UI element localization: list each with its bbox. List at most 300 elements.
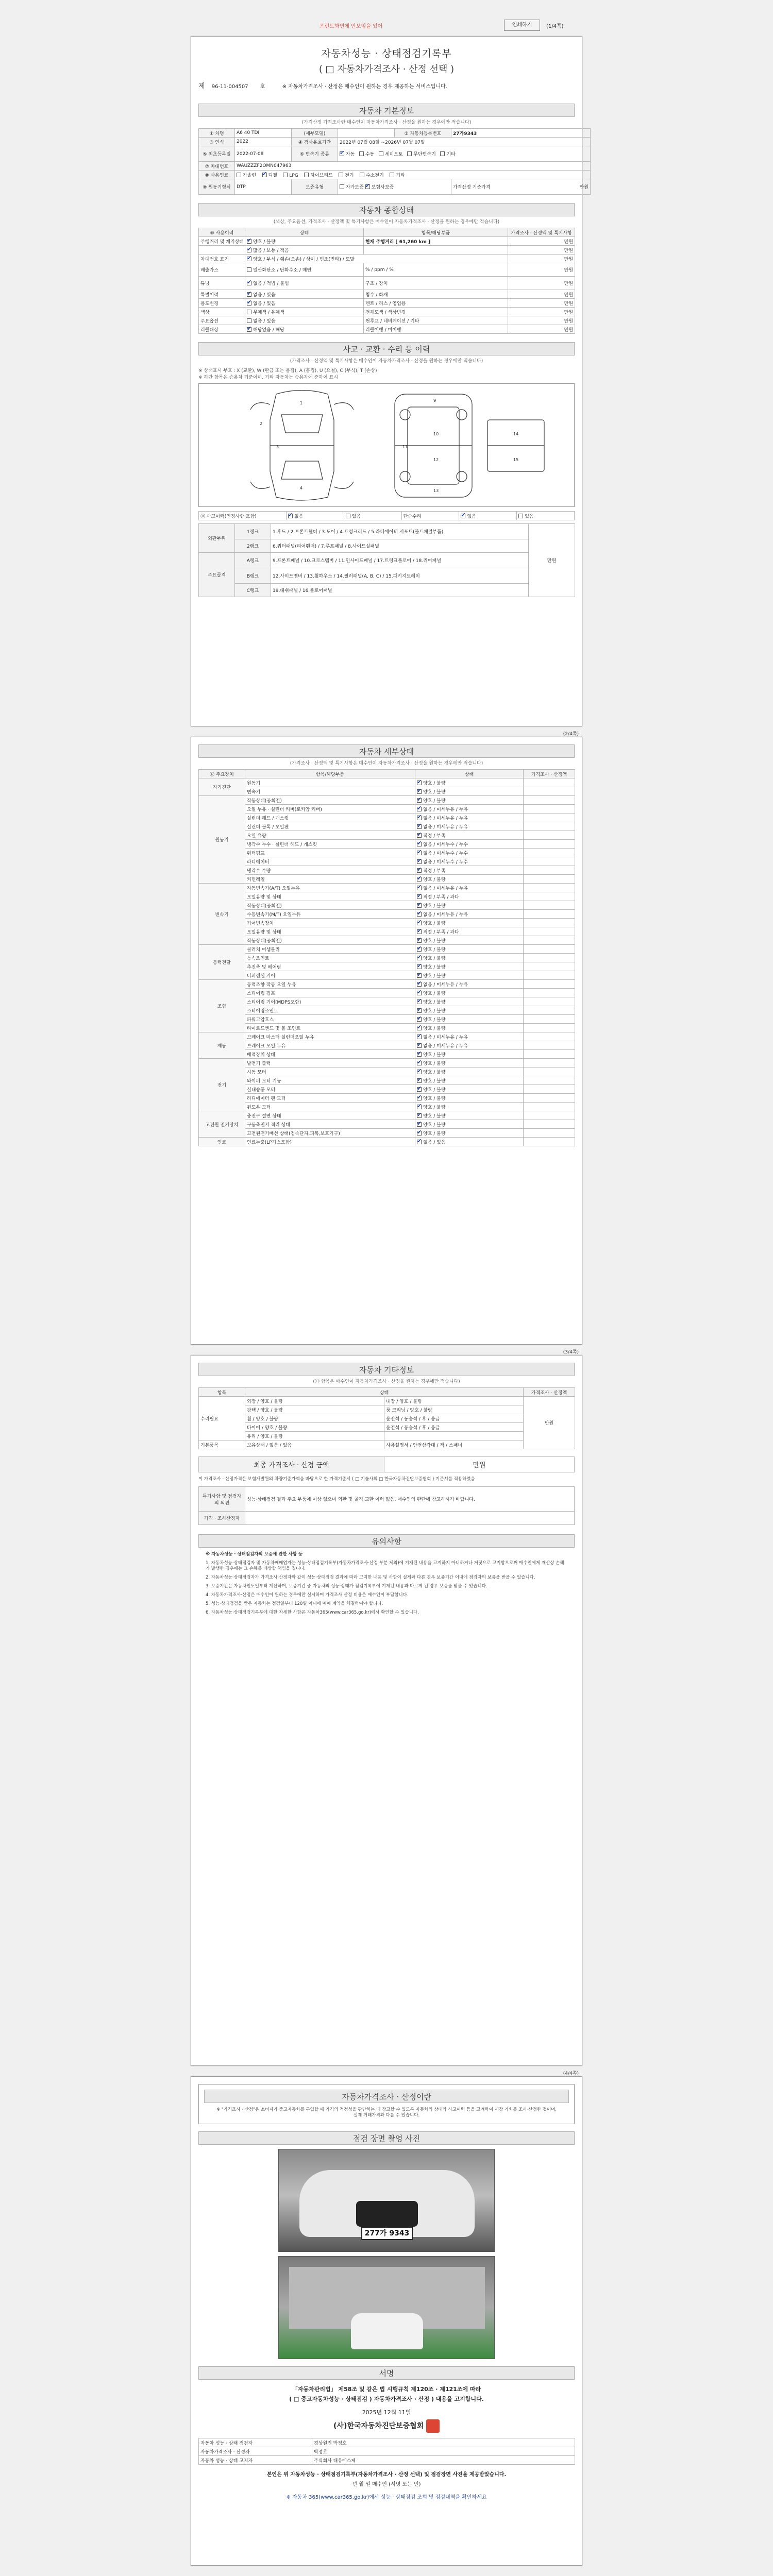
checkbox-fuel-other[interactable] xyxy=(390,173,394,177)
checkbox[interactable] xyxy=(417,1052,422,1057)
table-row xyxy=(199,1414,575,1423)
opt-cvt: 무단변속기 xyxy=(413,152,436,157)
warranty-label: 보증유형 xyxy=(292,179,338,195)
fuel-gasoline: 가솔린 xyxy=(243,173,257,178)
warranty-options xyxy=(338,179,451,195)
page-3 xyxy=(191,1350,582,2066)
detail-price xyxy=(524,1032,575,1041)
table-row xyxy=(199,805,575,814)
detail-part: 등속조인트 xyxy=(245,954,415,962)
svg-text:4: 4 xyxy=(300,486,303,490)
repair-yes xyxy=(517,512,575,520)
detail-state-text: 없음 / 미세누유 / 누유 xyxy=(423,1043,468,1049)
final-price-note: 이 가격조사 · 산정가격은 보험개발원의 차량기준가액을 바탕으로 한 가격기준서 ( □ 기술사회 □ 한국자동차진단보증협회 ) 기준서를 적용하였음 xyxy=(198,1477,475,1482)
detail-state xyxy=(415,919,524,927)
appraisal-info-box xyxy=(198,2084,575,2124)
checkbox[interactable] xyxy=(417,903,422,908)
doc-no-label: 제 xyxy=(198,82,205,90)
table-row xyxy=(199,1076,575,1085)
checkbox-gasoline[interactable] xyxy=(237,173,241,177)
row-cell: 사용설명서 / 안전삼각대 / 잭 / 스패너 xyxy=(384,1440,524,1449)
table-row xyxy=(199,1041,575,1050)
detail-state-text: 양호 / 불량 xyxy=(423,1122,446,1128)
checkbox[interactable] xyxy=(461,514,465,518)
checkbox-diesel[interactable] xyxy=(262,173,267,177)
checkbox[interactable] xyxy=(417,921,422,925)
checkbox[interactable] xyxy=(247,318,251,323)
detail-state xyxy=(415,901,524,910)
rank-parts: 19.대쉬패널 / 16.플로어패널 xyxy=(271,584,529,597)
detail-part: 구동축전지 격리 상태 xyxy=(245,1120,415,1129)
detail-state-text: 양호 / 불량 xyxy=(423,798,446,804)
detail-state xyxy=(415,1006,524,1015)
opt-manual: 수동 xyxy=(365,152,375,157)
checkbox[interactable] xyxy=(417,1008,422,1013)
sign-title: 서명 xyxy=(198,2366,575,2380)
table-row xyxy=(199,787,575,796)
status-part: 침수 / 화재 xyxy=(364,290,508,299)
inspection-value: 2022년 07월 08일 ~2026년 07월 07일 xyxy=(338,138,591,146)
sign-date: 2025년 12월 11일 xyxy=(362,2409,411,2416)
footer-text-3: ※ 자동차 365(www.car365.go.kr)에서 성능 · 상태점검 조회 및 점검내역을 확인하세요 xyxy=(286,2495,487,2500)
checkbox[interactable] xyxy=(417,1087,422,1092)
status-item: 차대번호 표기 xyxy=(199,255,245,263)
checkbox[interactable] xyxy=(417,886,422,890)
fuel-other: 기타 xyxy=(396,173,405,178)
detail-state xyxy=(415,831,524,840)
other-info-table xyxy=(198,1387,575,1449)
car-outline-svg xyxy=(199,384,575,506)
checkbox[interactable] xyxy=(417,1105,422,1109)
page-count: (1/4쪽) xyxy=(546,24,564,29)
fuel-label: ⑧ 사용연료 xyxy=(199,171,235,179)
checkbox[interactable] xyxy=(417,851,422,855)
appraiser-label: 가격 · 조사산정자 xyxy=(199,1512,245,1525)
detail-head-2: 상태 xyxy=(415,770,524,778)
detail-part: 수동변속기(M/T) 오일누유 xyxy=(245,910,415,919)
detail-part: 워터펌프 xyxy=(245,849,415,857)
detail-state xyxy=(415,980,524,989)
detail-state-text: 양호 / 불량 xyxy=(423,781,446,786)
checkbox-hybrid[interactable] xyxy=(304,173,309,177)
table-row xyxy=(199,277,575,290)
row-cell: 휠 / 양호 / 불량 xyxy=(245,1414,384,1423)
main-frame-label: 주요골격 xyxy=(199,553,235,597)
status-state xyxy=(245,290,364,299)
repair-needed-label: 수리필요 xyxy=(199,1397,245,1440)
table-row xyxy=(199,989,575,997)
checkbox[interactable] xyxy=(417,824,422,829)
accident-flags xyxy=(198,511,575,520)
top-toolbar xyxy=(191,19,582,33)
detail-part: 실내송풍 모터 xyxy=(245,1085,415,1094)
rear-photo xyxy=(278,2256,495,2359)
other-price: 만원 xyxy=(524,1397,575,1449)
table-row xyxy=(199,1094,575,1103)
final-price-unit: 만원 xyxy=(384,1457,575,1472)
checkbox[interactable] xyxy=(417,816,422,820)
checkbox[interactable] xyxy=(417,894,422,899)
detail-part: 브레이크 마스터 실린더오일 누유 xyxy=(245,1032,415,1041)
transmission-options xyxy=(338,146,591,162)
year-label: ③ 연식 xyxy=(199,138,235,146)
detail-price xyxy=(524,901,575,910)
signers-table xyxy=(198,2438,575,2465)
detail-state-text: 적정 / 부족 / 과다 xyxy=(423,929,459,935)
checkbox[interactable] xyxy=(417,1113,422,1118)
row-cell: 운전석 / 동승석 / 후 / 응급 xyxy=(384,1423,524,1432)
detail-state-text: 양호 / 불량 xyxy=(423,991,446,996)
detail-state-text: 양호 / 불량 xyxy=(423,1017,446,1023)
detail-state xyxy=(415,1076,524,1085)
table-row xyxy=(199,892,575,901)
table-row xyxy=(199,524,575,539)
status-head-0: ⑩ 사용이력 xyxy=(199,228,245,237)
checkbox[interactable] xyxy=(247,248,251,252)
checkbox[interactable] xyxy=(247,281,251,285)
table-row xyxy=(199,1015,575,1024)
detail-price xyxy=(524,989,575,997)
table-row xyxy=(199,962,575,971)
checkbox-semi[interactable] xyxy=(379,151,383,156)
detail-state xyxy=(415,1067,524,1076)
checkbox[interactable] xyxy=(417,1131,422,1136)
table-row xyxy=(199,927,575,936)
detail-state-text: 양호 / 불량 xyxy=(423,921,446,926)
detail-state-text: 없음 / 미세누유 / 누유 xyxy=(423,807,468,812)
accident-none-text: 없음 xyxy=(294,514,304,519)
detail-price xyxy=(524,1129,575,1138)
table-row xyxy=(199,1059,575,1067)
checkbox[interactable] xyxy=(417,1096,422,1100)
detail-price xyxy=(524,997,575,1006)
basic-items-label: 기본품목 xyxy=(199,1440,245,1449)
checkbox[interactable] xyxy=(247,310,251,314)
detail-state-text: 없음 / 미세누수 / 누수 xyxy=(423,842,468,848)
table-row xyxy=(199,2438,575,2447)
note-item: 3. 보증기간은 자동차인도일부터 계산하며, 보증기간 중 자동차의 성능·상태가 점검기록부에 기재된 내용과 다르게 된 경우 보증을 받을 수 있습니다. xyxy=(206,1584,488,1589)
detail-price xyxy=(524,962,575,971)
row-cell: 유리 / 양호 / 불량 xyxy=(245,1432,384,1440)
detail-part: 작동상태(공회전) xyxy=(245,936,415,945)
checkbox[interactable] xyxy=(417,789,422,794)
first-reg-value: 2022-07-08 xyxy=(235,146,292,162)
table-row xyxy=(199,325,575,334)
checkbox[interactable] xyxy=(417,859,422,864)
checkbox[interactable] xyxy=(417,1078,422,1083)
base-price-unit: 만원 xyxy=(579,185,589,190)
other-head-2: 가격조사 · 산정액 xyxy=(524,1388,575,1397)
detail-state xyxy=(415,927,524,936)
detail-part: 추진축 및 베어링 xyxy=(245,962,415,971)
print-button[interactable]: 인쇄하기 xyxy=(504,20,540,31)
checkbox[interactable] xyxy=(247,301,251,306)
checkbox[interactable] xyxy=(417,833,422,838)
checkbox[interactable] xyxy=(417,929,422,934)
detail-title: 자동차 세부상태 xyxy=(198,744,575,758)
checkbox-cvt[interactable] xyxy=(407,151,412,156)
checkbox-hydrogen[interactable] xyxy=(360,173,364,177)
detail-price xyxy=(524,796,575,805)
appraiser-value xyxy=(245,1512,575,1525)
checkbox[interactable] xyxy=(417,956,422,960)
detail-price xyxy=(524,1085,575,1094)
table-row xyxy=(199,849,575,857)
checkbox[interactable] xyxy=(247,327,251,332)
svg-text:1: 1 xyxy=(300,401,303,405)
detail-note: (가격조사 · 산정액 및 특기사항은 매수인이 자동차가격조사 · 산정을 원하는 경우에만 적습니다) xyxy=(290,761,483,766)
table-row xyxy=(199,2447,575,2456)
detail-part: 기어변속장치 xyxy=(245,919,415,927)
checkbox[interactable] xyxy=(417,999,422,1004)
fuel-options xyxy=(235,171,591,179)
row-cell: 룸 크리닝 / 양호 / 불량 xyxy=(384,1405,524,1414)
detail-group-label: 연료 xyxy=(199,1138,245,1146)
checkbox[interactable] xyxy=(417,947,422,952)
checkbox[interactable] xyxy=(417,842,422,846)
note-item: 4. 자동차가격조사·산정은 매수인이 원하는 경우에만 실시하며 가격조사·산정 비용은 매수인이 부담합니다. xyxy=(206,1592,409,1598)
detail-state xyxy=(415,892,524,901)
note-item: 1. 자동차성능·상태점검자 및 자동차매매업자는 성능·상태점검기록부(자동차가격조사·산정 부분 제외)에 기재된 내용을 고지하지 아니하거나 거짓으로 고지함으로써 매수인에게 재산상 손해가 발생한 경우에는 그 손해를 배상할 책임을 집니다. xyxy=(206,1561,564,1571)
detail-state xyxy=(415,1120,524,1129)
opt-self-warranty: 자가보증 xyxy=(346,185,364,190)
detail-state xyxy=(415,866,524,875)
plate-value: 27가9343 xyxy=(451,129,591,138)
detail-state xyxy=(415,971,524,980)
frame-table xyxy=(198,523,575,597)
signer-role: 자동차 성능 · 상태 점검자 xyxy=(199,2438,312,2447)
checkbox[interactable] xyxy=(417,938,422,943)
front-photo xyxy=(278,2149,495,2252)
detail-part: 배력장치 상태 xyxy=(245,1050,415,1059)
table-row xyxy=(199,778,575,787)
table-row xyxy=(199,997,575,1006)
detail-state xyxy=(415,822,524,831)
frame-price: 만원 xyxy=(529,524,575,597)
checkbox[interactable] xyxy=(417,868,422,873)
notes-list xyxy=(198,1552,575,1616)
detail-price xyxy=(524,892,575,901)
checkbox-electric[interactable] xyxy=(339,173,343,177)
checkbox[interactable] xyxy=(247,292,251,297)
table-row xyxy=(199,1111,575,1120)
table-row xyxy=(199,1440,575,1449)
detail-price xyxy=(524,1076,575,1085)
detail-group-label: 동력전달 xyxy=(199,945,245,980)
checkbox[interactable] xyxy=(417,1026,422,1030)
final-price-table xyxy=(198,1456,575,1472)
fuel-diesel: 디젤 xyxy=(268,173,277,178)
status-state-text: 없음 / 있음 xyxy=(253,301,276,307)
rank-parts: 6.쿼터패널(리어휀더) / 7.루프패널 / 8.사이드실패널 xyxy=(271,539,529,553)
print-warning: 프린트화면에 안보임을 있어 xyxy=(320,24,383,29)
checkbox[interactable] xyxy=(417,1043,422,1048)
table-row xyxy=(199,831,575,840)
detail-state xyxy=(415,910,524,919)
table-row xyxy=(199,2456,575,2465)
model-detail-label: (세부모델) xyxy=(292,129,338,138)
status-state xyxy=(245,277,364,290)
checkbox[interactable] xyxy=(518,514,523,518)
opt-auto: 자동 xyxy=(346,152,355,157)
detail-state xyxy=(415,884,524,892)
row-cell: 타이어 / 양호 / 불량 xyxy=(245,1423,384,1432)
checkbox[interactable] xyxy=(346,514,350,518)
detail-price xyxy=(524,849,575,857)
car-shape xyxy=(351,2313,423,2349)
checkbox[interactable] xyxy=(417,1061,422,1065)
detail-part: 작동상태(공회전) xyxy=(245,796,415,805)
detail-state-text: 양호 / 불량 xyxy=(423,947,446,953)
note-item: ※ 자동차성능 · 상태점검자의 보증에 관한 사항 등 xyxy=(206,1552,303,1557)
detail-state-text: 없음 / 미세누유 / 누유 xyxy=(423,912,468,918)
basic-info-note: (가격산정 가격조사란 매수인이 자동차가격조사 · 산정을 원하는 경우에만 적습니다) xyxy=(301,120,472,125)
opt-insurer-warranty: 보험사보증 xyxy=(371,185,394,190)
table-row xyxy=(199,919,575,927)
vin-value: WAUZZZF2OMN047963 xyxy=(235,162,591,171)
detail-state-text: 양호 / 불량 xyxy=(423,1096,446,1101)
license-plate: 277가 9343 xyxy=(361,2227,413,2240)
checkbox[interactable] xyxy=(417,1035,422,1039)
status-item: 튜닝 xyxy=(199,277,245,290)
checkbox[interactable] xyxy=(417,912,422,917)
status-head-1: 상태 xyxy=(245,228,364,237)
table-row xyxy=(199,1067,575,1076)
checkbox[interactable] xyxy=(417,964,422,969)
checkbox[interactable] xyxy=(247,257,251,261)
detail-state xyxy=(415,1111,524,1120)
detail-price xyxy=(524,778,575,787)
detail-price xyxy=(524,1024,575,1032)
detail-group-label: 제동 xyxy=(199,1032,245,1059)
status-part: 전체도색 / 색상변경 xyxy=(364,308,508,316)
detail-state-text: 없음 / 미세누수 / 누수 xyxy=(423,851,468,856)
accident-none xyxy=(287,512,344,520)
table-row xyxy=(199,1024,575,1032)
table-row xyxy=(199,1129,575,1138)
checkbox-self-warranty[interactable] xyxy=(340,184,344,189)
checkbox[interactable] xyxy=(417,781,422,785)
detail-state-text: 없음 / 미세누유 / 누유 xyxy=(423,982,468,988)
detail-price xyxy=(524,1041,575,1050)
checkbox-insurer-warranty[interactable] xyxy=(365,184,370,189)
plate-label: ② 자동차등록번호 xyxy=(395,129,451,138)
row-cell xyxy=(384,1432,524,1440)
table-row xyxy=(199,1006,575,1015)
detail-price xyxy=(524,1006,575,1015)
status-state xyxy=(245,316,364,325)
detail-state xyxy=(415,849,524,857)
basic-info-table xyxy=(198,128,591,195)
rank-label: 2랭크 xyxy=(235,539,271,553)
sign-text-2: ( □ 중고자동차성능 · 상태점검 ) 자동차가격조사 · 산정 ) 내용을 고지합니다. xyxy=(289,2396,484,2402)
appraisal-info-text: ※ "가격조사 · 산정"은 소비자가 중고자동차를 구입할 때 가격의 적정성을 판단하는 데 참고할 수 있도록 자동차의 상태와 사고이력 등을 고려하여 시장 가치를 조사·산정한 것이며, 실제 거래가격과 다를 수 있습니다. xyxy=(216,2107,557,2118)
page-number: (4/4쪽) xyxy=(563,2071,579,2076)
opinion-label: 특기사항 및 점검자의 의견 xyxy=(199,1487,245,1512)
repair-none xyxy=(459,512,517,520)
photo-title: 점검 장면 촬영 사진 xyxy=(198,2131,575,2145)
status-item xyxy=(199,246,245,255)
checkbox[interactable] xyxy=(417,1070,422,1074)
detail-state-text: 양호 / 불량 xyxy=(423,1113,446,1119)
checkbox[interactable] xyxy=(417,982,422,987)
checkbox[interactable] xyxy=(417,798,422,803)
detail-part: 변속기 xyxy=(245,787,415,796)
basic-info-title: 자동차 기본정보 xyxy=(198,104,575,117)
document-subtitle: ( □ 자동차가격조사 · 산정 선택 ) xyxy=(318,64,455,75)
status-part: 리콜이행 / 미이행 xyxy=(364,325,508,334)
repair-none-text: 없음 xyxy=(467,514,476,519)
detail-state xyxy=(415,1015,524,1024)
detail-state-text: 적정 / 부족 xyxy=(423,868,446,874)
checkbox[interactable] xyxy=(417,807,422,811)
table-row xyxy=(199,971,575,980)
detail-state-text: 없음 / 미세누유 / 누유 xyxy=(423,1035,468,1040)
doc-number-row xyxy=(198,80,575,90)
fuel-lpg: LPG xyxy=(289,173,298,178)
checkbox[interactable] xyxy=(288,514,293,518)
detail-state xyxy=(415,875,524,884)
detail-state-text: 양호 / 불량 xyxy=(423,1105,446,1110)
detail-price xyxy=(524,822,575,831)
table-row xyxy=(199,954,575,962)
checkbox[interactable] xyxy=(247,239,251,244)
detail-part: 와이퍼 모터 기능 xyxy=(245,1076,415,1085)
simple-repair-label: 단순수리 xyxy=(401,512,459,520)
checkbox[interactable] xyxy=(417,1017,422,1022)
vin-label: ⑦ 차대번호 xyxy=(199,162,235,171)
detail-part: 오일유량 및 상태 xyxy=(245,927,415,936)
checkbox-manual[interactable] xyxy=(359,151,364,156)
detail-state-text: 양호 / 불량 xyxy=(423,1131,446,1137)
sign-org-row xyxy=(198,2419,575,2433)
status-state xyxy=(245,299,364,308)
detail-state-text: 양호 / 불량 xyxy=(423,1008,446,1014)
checkbox[interactable] xyxy=(417,991,422,995)
detail-state-text: 없음 / 미세누유 / 누유 xyxy=(423,886,468,891)
detail-price xyxy=(524,787,575,796)
detail-state-text: 양호 / 불량 xyxy=(423,956,446,961)
svg-text:9: 9 xyxy=(433,398,436,403)
rank-parts: 1.후드 / 2.프론트휀더 / 3.도어 / 4.트렁크리드 / 5.라디에이터 서포트(볼트체결부품) xyxy=(271,524,529,539)
detail-state-text: 양호 / 불량 xyxy=(423,1070,446,1075)
detail-state-text: 양호 / 불량 xyxy=(423,877,446,883)
detail-part: 스티어링 펌프 xyxy=(245,989,415,997)
price-unit: 만원 xyxy=(508,246,575,255)
rank-label: 1랭크 xyxy=(235,524,271,539)
table-row xyxy=(199,237,575,246)
checkbox-lpg[interactable] xyxy=(283,173,288,177)
checkbox-other[interactable] xyxy=(440,151,445,156)
checkbox[interactable] xyxy=(417,1140,422,1144)
checkbox[interactable] xyxy=(247,267,251,272)
checkbox-auto[interactable] xyxy=(340,151,344,156)
engine-type-label: ⑨ 원동기형식 xyxy=(199,179,235,195)
checkbox[interactable] xyxy=(417,877,422,882)
detail-price xyxy=(524,1050,575,1059)
detail-price xyxy=(524,1067,575,1076)
row-cell: 외장 / 양호 / 불량 xyxy=(245,1397,384,1405)
table-row xyxy=(199,857,575,866)
table-row xyxy=(199,866,575,875)
checkbox[interactable] xyxy=(417,1122,422,1127)
detail-state-text: 양호 / 불량 xyxy=(423,903,446,909)
row-cell: 내장 / 양호 / 불량 xyxy=(384,1397,524,1405)
row-cell: 운전석 / 동승석 / 후 / 응급 xyxy=(384,1414,524,1423)
checkbox[interactable] xyxy=(417,973,422,978)
status-state xyxy=(245,246,364,255)
table-row xyxy=(199,1423,575,1432)
